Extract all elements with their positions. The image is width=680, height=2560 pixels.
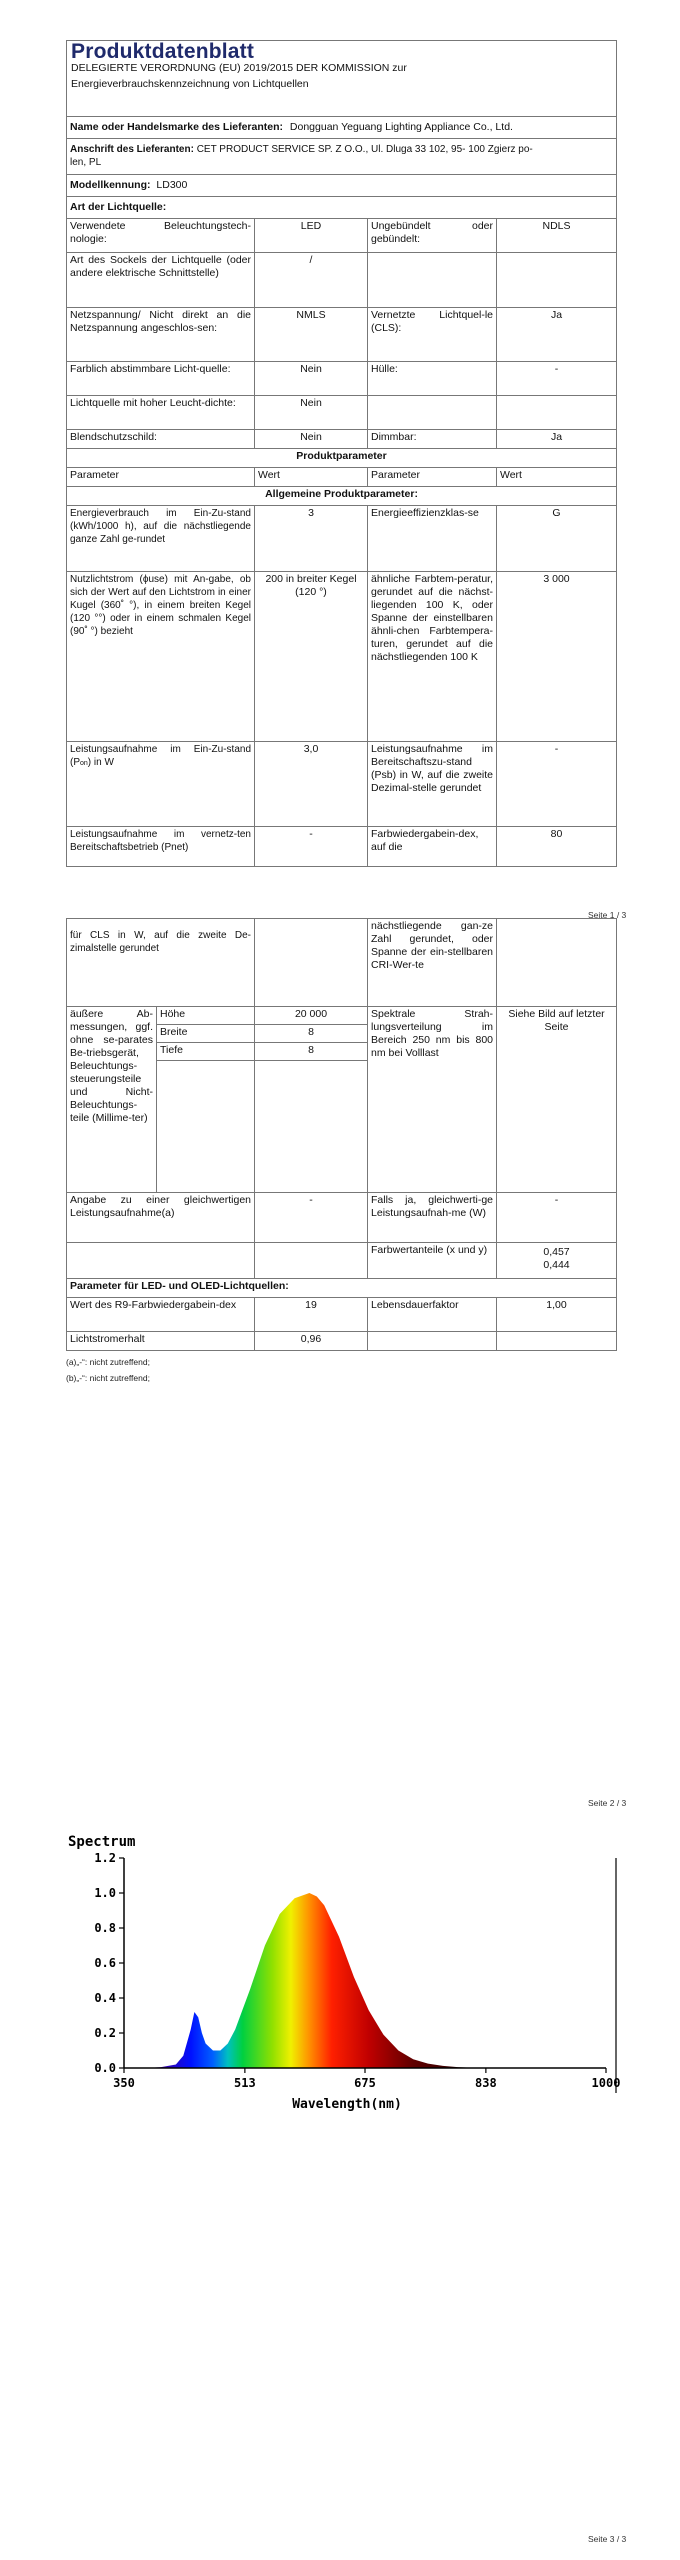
equivalent-power-label: Angabe zu einer gleichwertigen Leistungsaufnahme(a) — [67, 1193, 255, 1243]
cri-label-cont: nächstliegende gan-ze Zahl gerundet, oder Spanne der ein-stellbaren CRI-Wer-te — [368, 919, 497, 1007]
cri-value-cont — [497, 919, 617, 1007]
y-tick-label: 1.0 — [94, 1886, 116, 1900]
general-params-header: Allgemeine Produktparameter: — [67, 487, 617, 506]
energy-consumption-value: 3 — [255, 506, 368, 572]
spectrum-chart-svg — [66, 1828, 628, 2118]
regulation-line-2: Energieverbrauchskennzeichnung von Lichtquellen — [71, 78, 309, 90]
type-row-0-right-value: NDLS — [497, 219, 617, 253]
networked-standby-value-cont — [255, 919, 368, 1007]
type-row-1-right-value — [497, 253, 617, 308]
type-row-3-label: Farblich abstimmbare Licht-quelle: — [67, 362, 255, 396]
type-row-4-value: Nein — [255, 396, 368, 430]
x-tick-label: 838 — [475, 2076, 497, 2090]
led-params-header: Parameter für LED- und OLED-Lichtquellen: — [67, 1279, 617, 1298]
supplier-name-label: Name oder Handelsmarke des Lieferanten: — [70, 121, 283, 133]
product-params-header: Produktparameter — [67, 449, 617, 468]
col-header-param-left: Parameter — [67, 468, 255, 487]
y-tick-label: 0.8 — [94, 1921, 116, 1935]
type-row-5-right-value: Ja — [497, 430, 617, 449]
x-tick-label: 1000 — [591, 2076, 621, 2090]
dim-depth-label: Tiefe — [157, 1043, 255, 1061]
col-header-param-right: Parameter — [368, 468, 497, 487]
type-row-4-right-value — [497, 396, 617, 430]
luminous-flux-value: 200 in breiter Kegel (120 °) — [255, 572, 368, 742]
dim-width-value: 8 — [255, 1025, 368, 1043]
x-tick-label: 675 — [354, 2076, 376, 2090]
lumen-maint-empty-right — [497, 1332, 617, 1351]
spectral-distribution-label: Spektrale Strah-lungsverteilung im Bereich 250 nm bis 800 nm bei Volllast — [368, 1007, 497, 1193]
chromaticity-y: 0,444 — [543, 1259, 570, 1271]
on-mode-power-label-a: Leistungsaufnahme im Ein-Zu-stand (P — [70, 744, 251, 768]
equivalent-power-right-value: - — [497, 1193, 617, 1243]
y-tick-label: 0.2 — [94, 2026, 116, 2040]
type-row-0-right-label: Ungebündelt oder gebündelt: — [368, 219, 497, 253]
type-row-2-right-value: Ja — [497, 308, 617, 362]
x-tick-label: 513 — [234, 2076, 256, 2090]
y-tick-label: 1.2 — [94, 1851, 116, 1865]
regulation-line-1: DELEGIERTE VERORDNUNG (EU) 2019/2015 DER KOMMISSION zur — [71, 62, 407, 74]
y-tick-label: 0.4 — [94, 1991, 116, 2005]
on-mode-power-label — [67, 742, 255, 827]
col-header-value-left: Wert — [255, 468, 368, 487]
dim-empty-left — [157, 1061, 255, 1193]
chart-title: Spectrum — [68, 1834, 136, 1850]
on-mode-power-sub: on — [80, 760, 88, 767]
equivalent-power-right-label: Falls ja, gleichwerti-ge Leistungsaufnah-me (W) — [368, 1193, 497, 1243]
cct-label: ähnliche Farbtem-peratur, gerundet auf die nächst-liegenden 100 K, oder Spanne der einstellbaren ähnli-chen Farbtempera-turen, gerundet auf die nächstliegenden 100 K — [368, 572, 497, 742]
dim-height-value: 20 000 — [255, 1007, 368, 1025]
type-row-2-label: Netzspannung/ Nicht direkt an die Netzspannung angeschlos-sen: — [67, 308, 255, 362]
y-tick-label: 0.6 — [94, 1956, 116, 1970]
type-row-2-right-label: Vernetzte Lichtquel-le (CLS): — [368, 308, 497, 362]
type-row-5-value: Nein — [255, 430, 368, 449]
page-2-number: Seite 2 / 3 — [588, 1798, 627, 1808]
energy-consumption-label: Energieverbrauch im Ein-Zu-stand (kWh/1000 h), auf die nächstliegende ganze Zahl ge-rundet — [67, 506, 255, 572]
chromaticity-x: 0,457 — [543, 1246, 570, 1258]
energy-class-value: G — [497, 506, 617, 572]
chroma-empty-mid — [255, 1243, 368, 1279]
footnote-b: (b)„-“: nicht zutreffend; — [66, 1373, 150, 1383]
type-row-1-right-label — [368, 253, 497, 308]
chromaticity-values — [497, 1243, 617, 1279]
equivalent-power-value: - — [255, 1193, 368, 1243]
standby-power-label: Leistungsaufnahme im Bereitschaftszu-stand (Psb) in W, auf die zweite Dezimal-stelle gerundet — [368, 742, 497, 827]
page-title: Produktdatenblatt — [71, 40, 255, 63]
x-axis-label: Wavelength(nm) — [292, 2097, 402, 2112]
type-row-1-value: / — [255, 253, 368, 308]
networked-standby-label: Leistungsaufnahme im vernetz-ten Bereitschaftsbetrieb (Pnet) — [67, 827, 255, 867]
dim-depth-value: 8 — [255, 1043, 368, 1061]
r9-label: Wert des R9-Farbwiedergabein-dex — [67, 1298, 255, 1332]
dimensions-label: äußere Ab-messungen, ggf. ohne se-parates Be-triebsgerät, Beleuchtungs-steuerungsteile und Nicht-Beleuchtungs-teile (Millime-ter) — [67, 1007, 157, 1193]
supplier-address-label: Anschrift des Lieferanten: — [70, 144, 194, 155]
type-row-0-value: LED — [255, 219, 368, 253]
type-row-3-value: Nein — [255, 362, 368, 396]
page-1-number: Seite 1 / 3 — [588, 910, 627, 920]
page-1 — [66, 40, 616, 867]
luminous-flux-label: Nutzlichtstrom (ϕuse) mit An-gabe, ob sich der Wert auf den Lichtstrom in einer Kugel (360˚ °), in einem breiten Kegel (120 °°) oder in einem schmalen Kegel (90˚ °) bezieht — [67, 572, 255, 742]
spectrum-chart — [66, 1828, 628, 2118]
r9-value: 19 — [255, 1298, 368, 1332]
energy-class-label: Energieeffizienzklas-se — [368, 506, 497, 572]
footnote-a: (a)„-“: nicht zutreffend; — [66, 1357, 150, 1367]
type-row-2-value: NMLS — [255, 308, 368, 362]
model-label: Modellkennung: — [70, 179, 151, 191]
model-value: LD300 — [156, 179, 188, 191]
datasheet-table-page2 — [66, 918, 617, 1351]
networked-standby-value: - — [255, 827, 368, 867]
cri-value: 80 — [497, 827, 617, 867]
dim-width-label: Breite — [157, 1025, 255, 1043]
type-row-5-right-label: Dimmbar: — [368, 430, 497, 449]
spectral-distribution-value: Siehe Bild auf letzter Seite — [497, 1007, 617, 1193]
page-3-number: Seite 3 / 3 — [588, 2534, 627, 2544]
type-row-1-label: Art des Sockels der Lichtquelle (oder andere elektrische Schnittstelle) — [67, 253, 255, 308]
y-tick-label: 0.0 — [94, 2061, 116, 2075]
chroma-empty-left — [67, 1243, 255, 1279]
supplier-name-value: Dongguan Yeguang Lighting Appliance Co., Ltd. — [289, 121, 513, 133]
standby-power-value: - — [497, 742, 617, 827]
supplier-address-value: CET PRODUCT SERVICE SP. Z O.O., Ul. Dluga 33 102, 95- 100 Zgierz po- — [196, 144, 533, 155]
page-2 — [66, 918, 616, 1383]
networked-standby-label-cont: für CLS in W, auf die zweite De-zimalstelle gerundet — [67, 919, 255, 1007]
col-header-value-right: Wert — [497, 468, 617, 487]
supplier-name-row — [67, 117, 617, 139]
title-block — [67, 41, 617, 117]
type-row-4-right-label — [368, 396, 497, 430]
datasheet-table-page1 — [66, 40, 617, 867]
type-row-3-right-value: - — [497, 362, 617, 396]
type-row-3-right-label: Hülle: — [368, 362, 497, 396]
dim-empty-right — [255, 1061, 368, 1193]
type-row-4-label: Lichtquelle mit hoher Leucht-dichte: — [67, 396, 255, 430]
survival-factor-label: Lebensdauerfaktor — [368, 1298, 497, 1332]
type-row-5-label: Blendschutzschild: — [67, 430, 255, 449]
chromaticity-label: Farbwertanteile (x und y) — [368, 1243, 497, 1279]
x-tick-label: 350 — [113, 2076, 135, 2090]
lumen-maintenance-value: 0,96 — [255, 1332, 368, 1351]
dim-height-label: Höhe — [157, 1007, 255, 1025]
survival-factor-value: 1,00 — [497, 1298, 617, 1332]
supplier-address-value-2: len, PL — [70, 157, 102, 168]
lumen-maint-empty-mid — [368, 1332, 497, 1351]
cct-value: 3 000 — [497, 572, 617, 742]
lumen-maintenance-label: Lichtstromerhalt — [67, 1332, 255, 1351]
model-row — [67, 175, 617, 197]
supplier-address-row — [67, 139, 617, 175]
cri-label: Farbwiedergabein-dex, auf die — [368, 827, 497, 867]
type-row-0-label: Verwendete Beleuchtungstech-nologie: — [67, 219, 255, 253]
on-mode-power-label-b: ) in W — [87, 757, 114, 768]
light-source-type-header: Art der Lichtquelle: — [67, 197, 617, 219]
on-mode-power-value: 3,0 — [255, 742, 368, 827]
